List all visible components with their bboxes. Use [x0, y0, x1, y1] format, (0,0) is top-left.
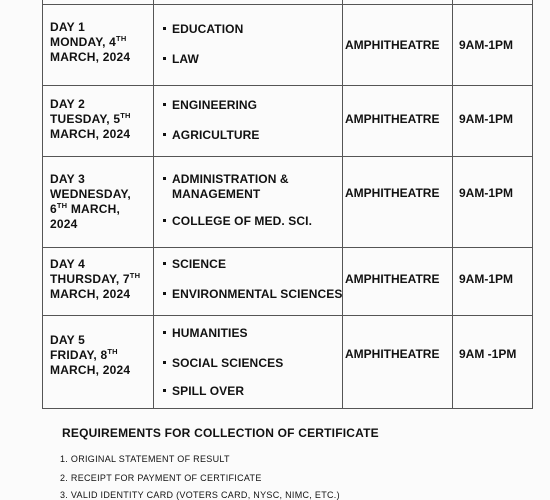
bullet-icon [163, 27, 166, 30]
bullet-icon [163, 57, 166, 60]
time-cell: 9AM-1PM [459, 272, 514, 286]
bullet-icon [163, 262, 166, 265]
day-year: 2024 [50, 217, 78, 231]
table-divider-venue [452, 0, 453, 408]
day-month-year: MARCH, 2024 [50, 127, 131, 141]
time-cell: 9AM-1PM [459, 38, 514, 52]
ordinal-suffix: TH [56, 201, 68, 210]
requirements-title: REQUIREMENTS FOR COLLECTION OF CERTIFICATE [62, 426, 379, 440]
table-rule [42, 4, 533, 5]
day-cell [50, 20, 130, 65]
venue-cell: AMPHITHEATRE [345, 347, 440, 361]
day-cell [50, 172, 131, 232]
time-cell: 9AM -1PM [459, 347, 517, 361]
faculty-item: SPILL OVER [163, 384, 244, 399]
table-border-left [42, 0, 43, 408]
faculty-item: ENVIRONMENTAL SCIENCES [163, 287, 342, 302]
day-label: DAY 3 [50, 172, 86, 186]
bullet-icon [163, 219, 166, 222]
day-weekday: WEDNESDAY, [50, 187, 131, 201]
faculty-item: ADMINISTRATION & MANAGEMENT [163, 172, 289, 202]
day-weekday: THURSDAY, 7 [50, 272, 130, 286]
table-border-right [532, 0, 533, 408]
day-label: DAY 5 [50, 333, 86, 347]
bullet-icon [163, 177, 166, 180]
day-month-year: MARCH, 2024 [50, 287, 131, 301]
bullet-icon [163, 389, 166, 392]
venue-cell: AMPHITHEATRE [345, 186, 440, 200]
table-rule [42, 408, 533, 409]
faculty-item: SOCIAL SCIENCES [163, 356, 283, 371]
table-divider-faculty [342, 0, 343, 408]
day-label: DAY 1 [50, 20, 86, 34]
time-cell: 9AM-1PM [459, 186, 514, 200]
venue-cell: AMPHITHEATRE [345, 38, 440, 52]
table-rule [42, 247, 533, 248]
day-label: DAY 2 [50, 97, 86, 111]
day-month-year: MARCH, 2024 [50, 363, 131, 377]
table-rule [42, 315, 533, 316]
bullet-icon [163, 292, 166, 295]
requirement-item: 1. ORIGINAL STATEMENT OF RESULT [60, 454, 230, 464]
faculty-item: EDUCATION [163, 22, 243, 37]
table-rule [42, 85, 533, 86]
faculty-item: ENGINEERING [163, 98, 257, 113]
faculty-item: SCIENCE [163, 257, 226, 272]
table-rule [42, 156, 533, 157]
day-month-year: MARCH, 2024 [50, 50, 131, 64]
day-cell [50, 333, 130, 378]
day-weekday: FRIDAY, 8 [50, 348, 108, 362]
day-label: DAY 4 [50, 257, 86, 271]
venue-cell: AMPHITHEATRE [345, 272, 440, 286]
bullet-icon [163, 103, 166, 106]
bullet-icon [163, 133, 166, 136]
bullet-icon [163, 361, 166, 364]
ordinal-suffix: TH [129, 271, 141, 280]
day-cell [50, 257, 140, 302]
day-weekday: TUESDAY, 5 [50, 112, 121, 126]
venue-cell: AMPHITHEATRE [345, 112, 440, 126]
day-cell [50, 97, 131, 142]
time-cell: 9AM-1PM [459, 112, 514, 126]
bullet-icon [163, 331, 166, 334]
faculty-item: HUMANITIES [163, 326, 248, 341]
faculty-item: AGRICULTURE [163, 128, 260, 143]
day-weekday: MONDAY, 4 [50, 35, 117, 49]
ordinal-suffix: TH [107, 347, 118, 356]
ordinal-suffix: TH [120, 111, 131, 120]
faculty-item: LAW [163, 52, 199, 67]
ordinal-suffix: TH [116, 34, 127, 43]
requirement-item: 3. VALID IDENTITY CARD (VOTERS CARD, NYSC, NIMC, ETC.) [60, 490, 340, 500]
faculty-item: COLLEGE OF MED. SCI. [163, 214, 312, 229]
day-month: MARCH, [67, 202, 121, 216]
day-date: 6 [50, 202, 57, 216]
table-divider-day [153, 0, 154, 408]
requirement-item: 2. RECEIPT FOR PAYMENT OF CERTIFICATE [60, 473, 262, 483]
